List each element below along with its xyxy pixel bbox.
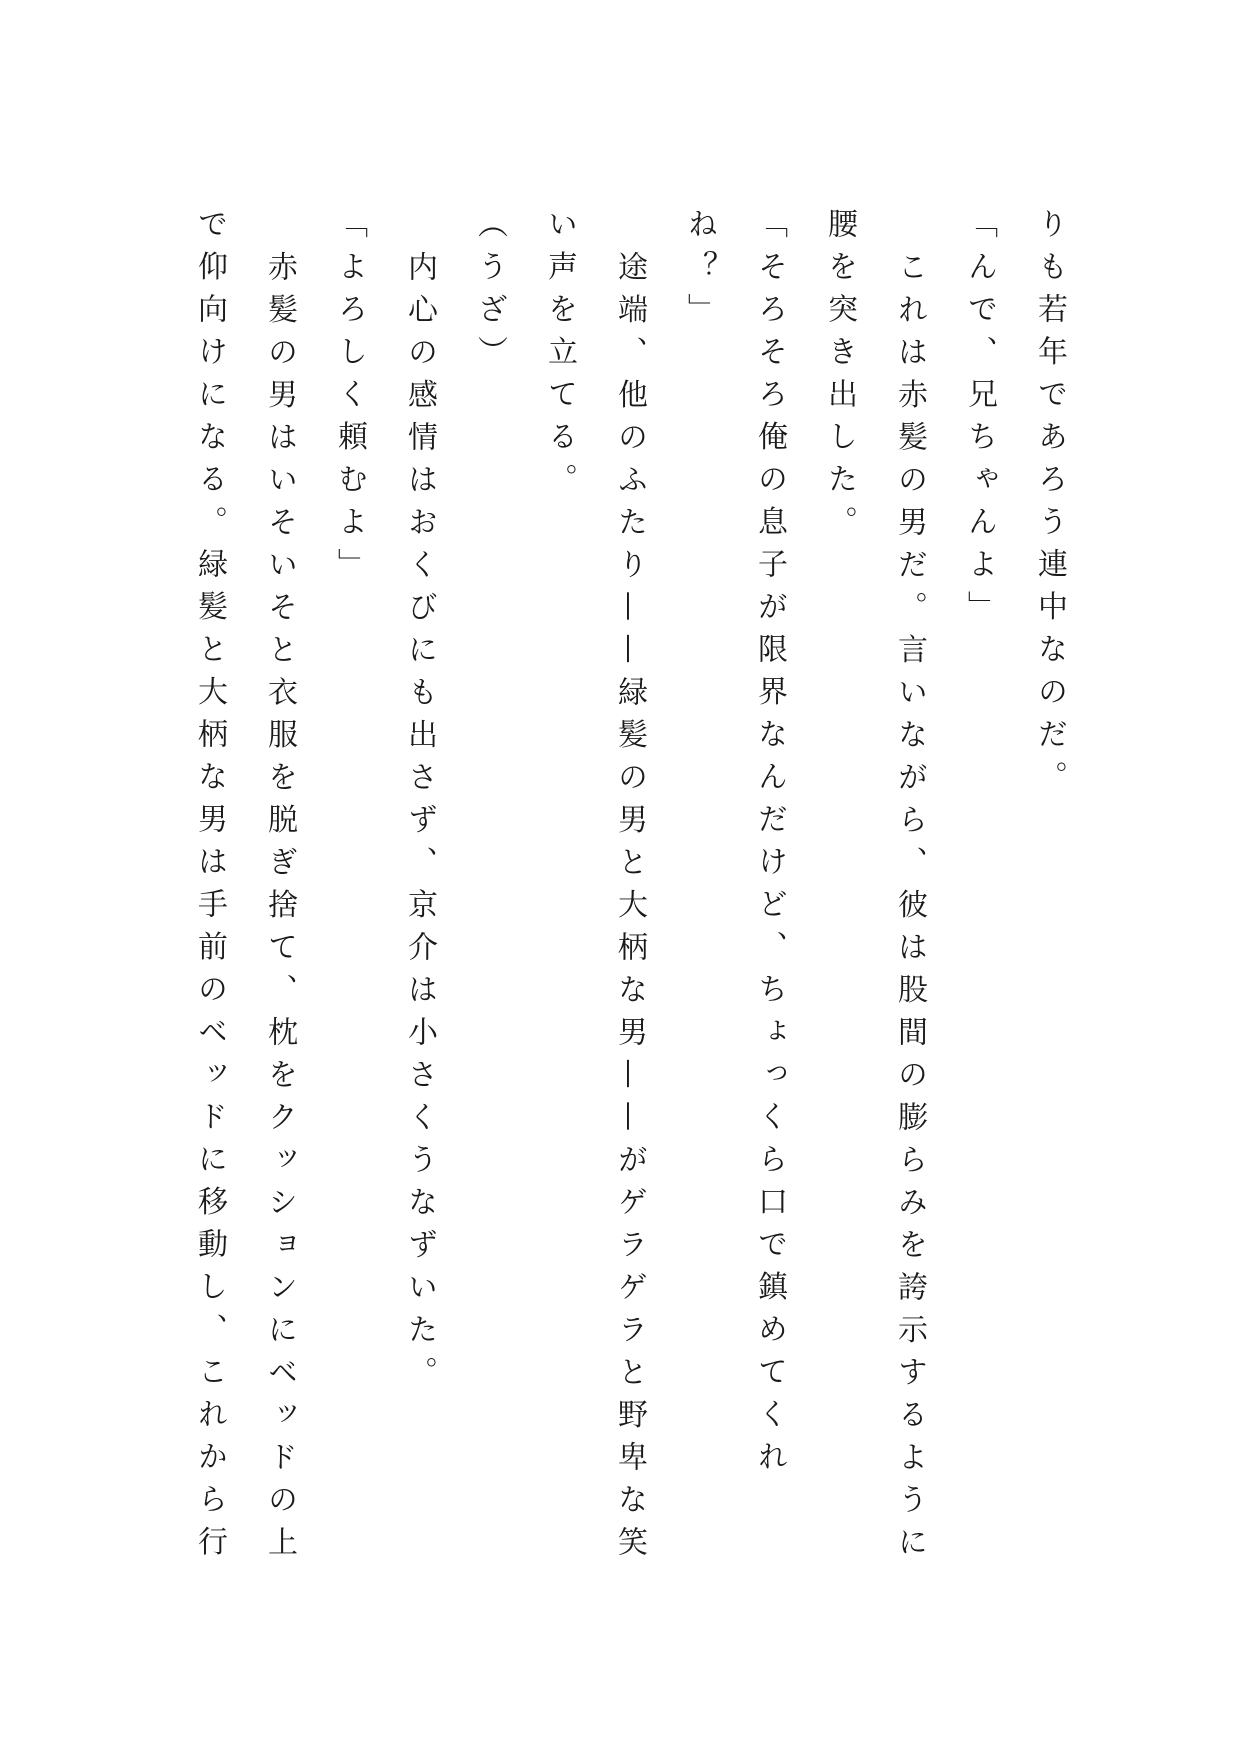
dialogue-line: ね？」 [682,208,717,336]
text-line: これは赤髪の男だ。言いながら、彼は股間の膨らみを誇示するように [892,250,927,1568]
vertical-text-body [174,208,1084,1588]
text-line: 内心の感情はおくびにも出さず、京介は小さくうなずいた。 [402,250,437,1398]
inner-thought-line: （うざ） [472,208,507,378]
text-line: 赤髪の男はいそいそと衣服を脱ぎ捨て、枕をクッションにベッドの上 [262,250,297,1568]
dialogue-line: 「そろそろ俺の息子が限界なんだけど、ちょっくら口で鎮めてくれ [752,208,787,1483]
dialogue-line: 「よろしく頼むよ」 [332,208,367,591]
text-line: 途端、他のふたり——緑髪の男と大柄な男——がゲラゲラと野卑な笑 [612,250,647,1568]
text-line: い声を立てる。 [542,208,577,506]
text-line: りも若年であろう連中なのだ。 [1032,208,1067,803]
text-line: で仰向けになる。緑髪と大柄な男は手前のベッドに移動し、これから行 [192,208,227,1568]
text-line: 腰を突き出した。 [822,208,857,548]
dialogue-line: 「んで、兄ちゃんよ」 [962,208,997,633]
